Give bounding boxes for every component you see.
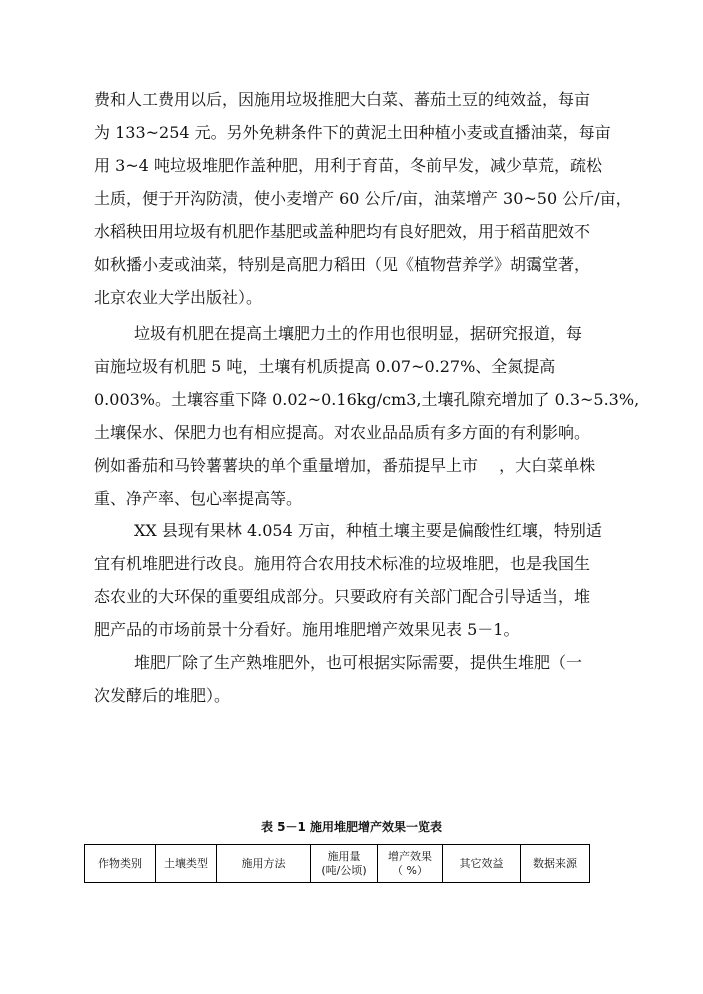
table-header-row	[85, 845, 590, 883]
header-label: 数据来源	[533, 856, 577, 870]
header-data-source	[521, 845, 590, 883]
text-line: 如秋播小麦或油菜，特别是高肥力稻田（见《植物营养学》胡霭堂著，	[94, 255, 591, 274]
text-line: 次发酵后的堆肥）。	[94, 686, 231, 705]
header-unit: （ %）	[392, 863, 428, 877]
text-line: 土壤保水、保肥力也有相应提高。对农业品品质有多方面的有利影响。	[94, 423, 591, 442]
header-yield-increase	[378, 845, 443, 883]
text-line: 水稻秧田用垃圾有机肥作基肥或盖种肥均有良好肥效，用于稻苗肥效不	[94, 222, 591, 241]
text-line: 堆肥厂除了生产熟堆肥外，也可根据实际需要，提供生堆肥（一	[134, 653, 583, 672]
text-line: 亩施垃圾有机肥 5 吨，土壤有机质提高 0.07~0.27%、全氮提高	[94, 357, 556, 376]
paragraph-soil-fertility	[94, 317, 640, 515]
text-line: 土质，便于开沟防渍，使小麦增产 60 公斤/亩，油菜增产 30~50 公斤/亩，	[94, 189, 632, 208]
header-label: 增产效果	[388, 849, 432, 863]
header-other-benefits	[443, 845, 521, 883]
header-label: 其它效益	[459, 856, 504, 870]
text-line: XX 县现有果林 4.054 万亩，种植土壤主要是偏酸性红壤，特别适	[134, 521, 602, 540]
header-label: 施用方法	[241, 856, 286, 870]
text-line: 态农业的大环保的重要组成部分。只要政府有关部门配合引导适当，堆	[94, 587, 591, 606]
text-line: 为 133~254 元。另外免耕条件下的黄泥土田种植小麦或直播油菜，每亩	[94, 123, 611, 142]
text-line: 例如番茄和马铃薯薯块的单个重量增加，番茄提早上市 ，大白菜单株	[94, 456, 596, 475]
header-unit: (吨/公顷)	[321, 863, 367, 877]
header-crop-category	[85, 845, 156, 883]
paragraph-orchard	[94, 514, 614, 646]
paragraph-benefits	[94, 83, 632, 314]
header-application-method	[217, 845, 311, 883]
text-line: 用 3~4 吨垃圾堆肥作盖种肥，用利于育苗，冬前早发，减少草荒，疏松	[94, 156, 602, 175]
header-soil-type	[156, 845, 217, 883]
text-line: 费和人工费用以后，因施用垃圾推肥大白菜、蕃茄土豆的纯效益，每亩	[94, 90, 591, 109]
header-label: 作物类别	[98, 856, 142, 870]
header-label: 土壤类型	[164, 856, 208, 870]
text-line: 北京农业大学出版社）。	[94, 288, 263, 307]
text-line: 重、净产率、包心率提高等。	[94, 489, 303, 508]
text-line: 0.003%。土壤容重下降 0.02~0.16kg/cm3,土壤孔隙充增加了 0.3~5.3%,	[94, 390, 640, 409]
table-caption: 表 5－1 施用堆肥增产效果一览表	[260, 820, 443, 834]
header-label: 施用量	[327, 849, 361, 863]
text-line: 宜有机堆肥进行改良。施用符合农用技术标准的垃圾堆肥，也是我国生	[94, 554, 591, 573]
yield-effect-table	[84, 844, 590, 883]
header-application-amount	[311, 845, 378, 883]
text-line: 垃圾有机肥在提高土壤肥力土的作用也很明显，据研究报道，每	[134, 324, 583, 343]
text-line: 肥产品的市场前景十分看好。施用堆肥增产效果见表 5－1。	[94, 620, 520, 639]
paragraph-raw-compost	[94, 646, 614, 712]
